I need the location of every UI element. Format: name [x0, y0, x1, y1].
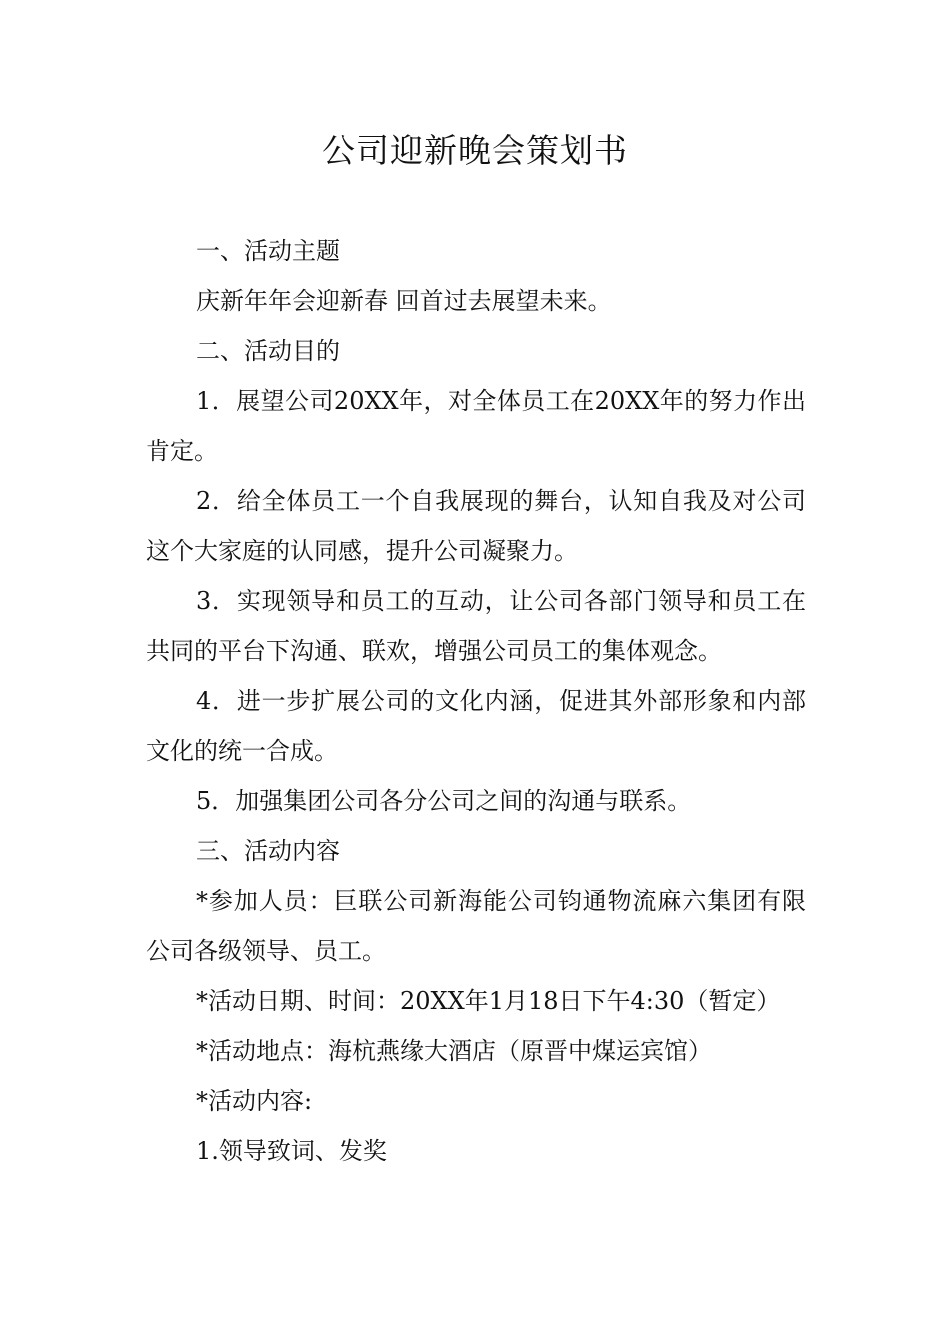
paragraph-purpose-2: 2．给全体员工一个自我展现的舞台，认知自我及对公司这个大家庭的认同感，提升公司凝聚力。 [146, 487, 806, 565]
section-heading-purpose: 二、活动目的 [196, 337, 340, 365]
paragraph-purpose-4: 4．进一步扩展公司的文化内涵，促进其外部形象和内部文化的统一合成。 [146, 687, 806, 765]
paragraph-purpose-1: 1．展望公司20XX年，对全体员工在20XX年的努力作出肯定。 [146, 387, 806, 465]
paragraph-theme-text: 庆新年年会迎新春 回首过去展望未来。 [196, 287, 612, 315]
section-heading-theme: 一、活动主题 [196, 237, 340, 265]
paragraph-location: *活动地点：海杭燕缘大酒店（原晋中煤运宾馆） [196, 1037, 712, 1065]
paragraph-activity-content: *活动内容: [196, 1087, 313, 1115]
document-body [146, 226, 806, 1176]
paragraph-agenda-item-1: 1.领导致词、发奖 [196, 1137, 387, 1165]
paragraph-purpose-3: 3．实现领导和员工的互动，让公司各部门领导和员工在共同的平台下沟通、联欢，增强公司员工的集体观念。 [146, 587, 806, 665]
paragraph-purpose-5: 5．加强集团公司各分公司之间的沟通与联系。 [196, 787, 692, 815]
paragraph-participants: *参加人员：巨联公司新海能公司钧通物流麻六集团有限公司各级领导、员工。 [146, 887, 806, 965]
section-heading-content: 三、活动内容 [196, 837, 340, 865]
paragraph-date-time: *活动日期、时间：20XX年1月18日下午4:30（暂定） [196, 987, 781, 1015]
document-title: 公司迎新晚会策划书 [322, 131, 628, 170]
